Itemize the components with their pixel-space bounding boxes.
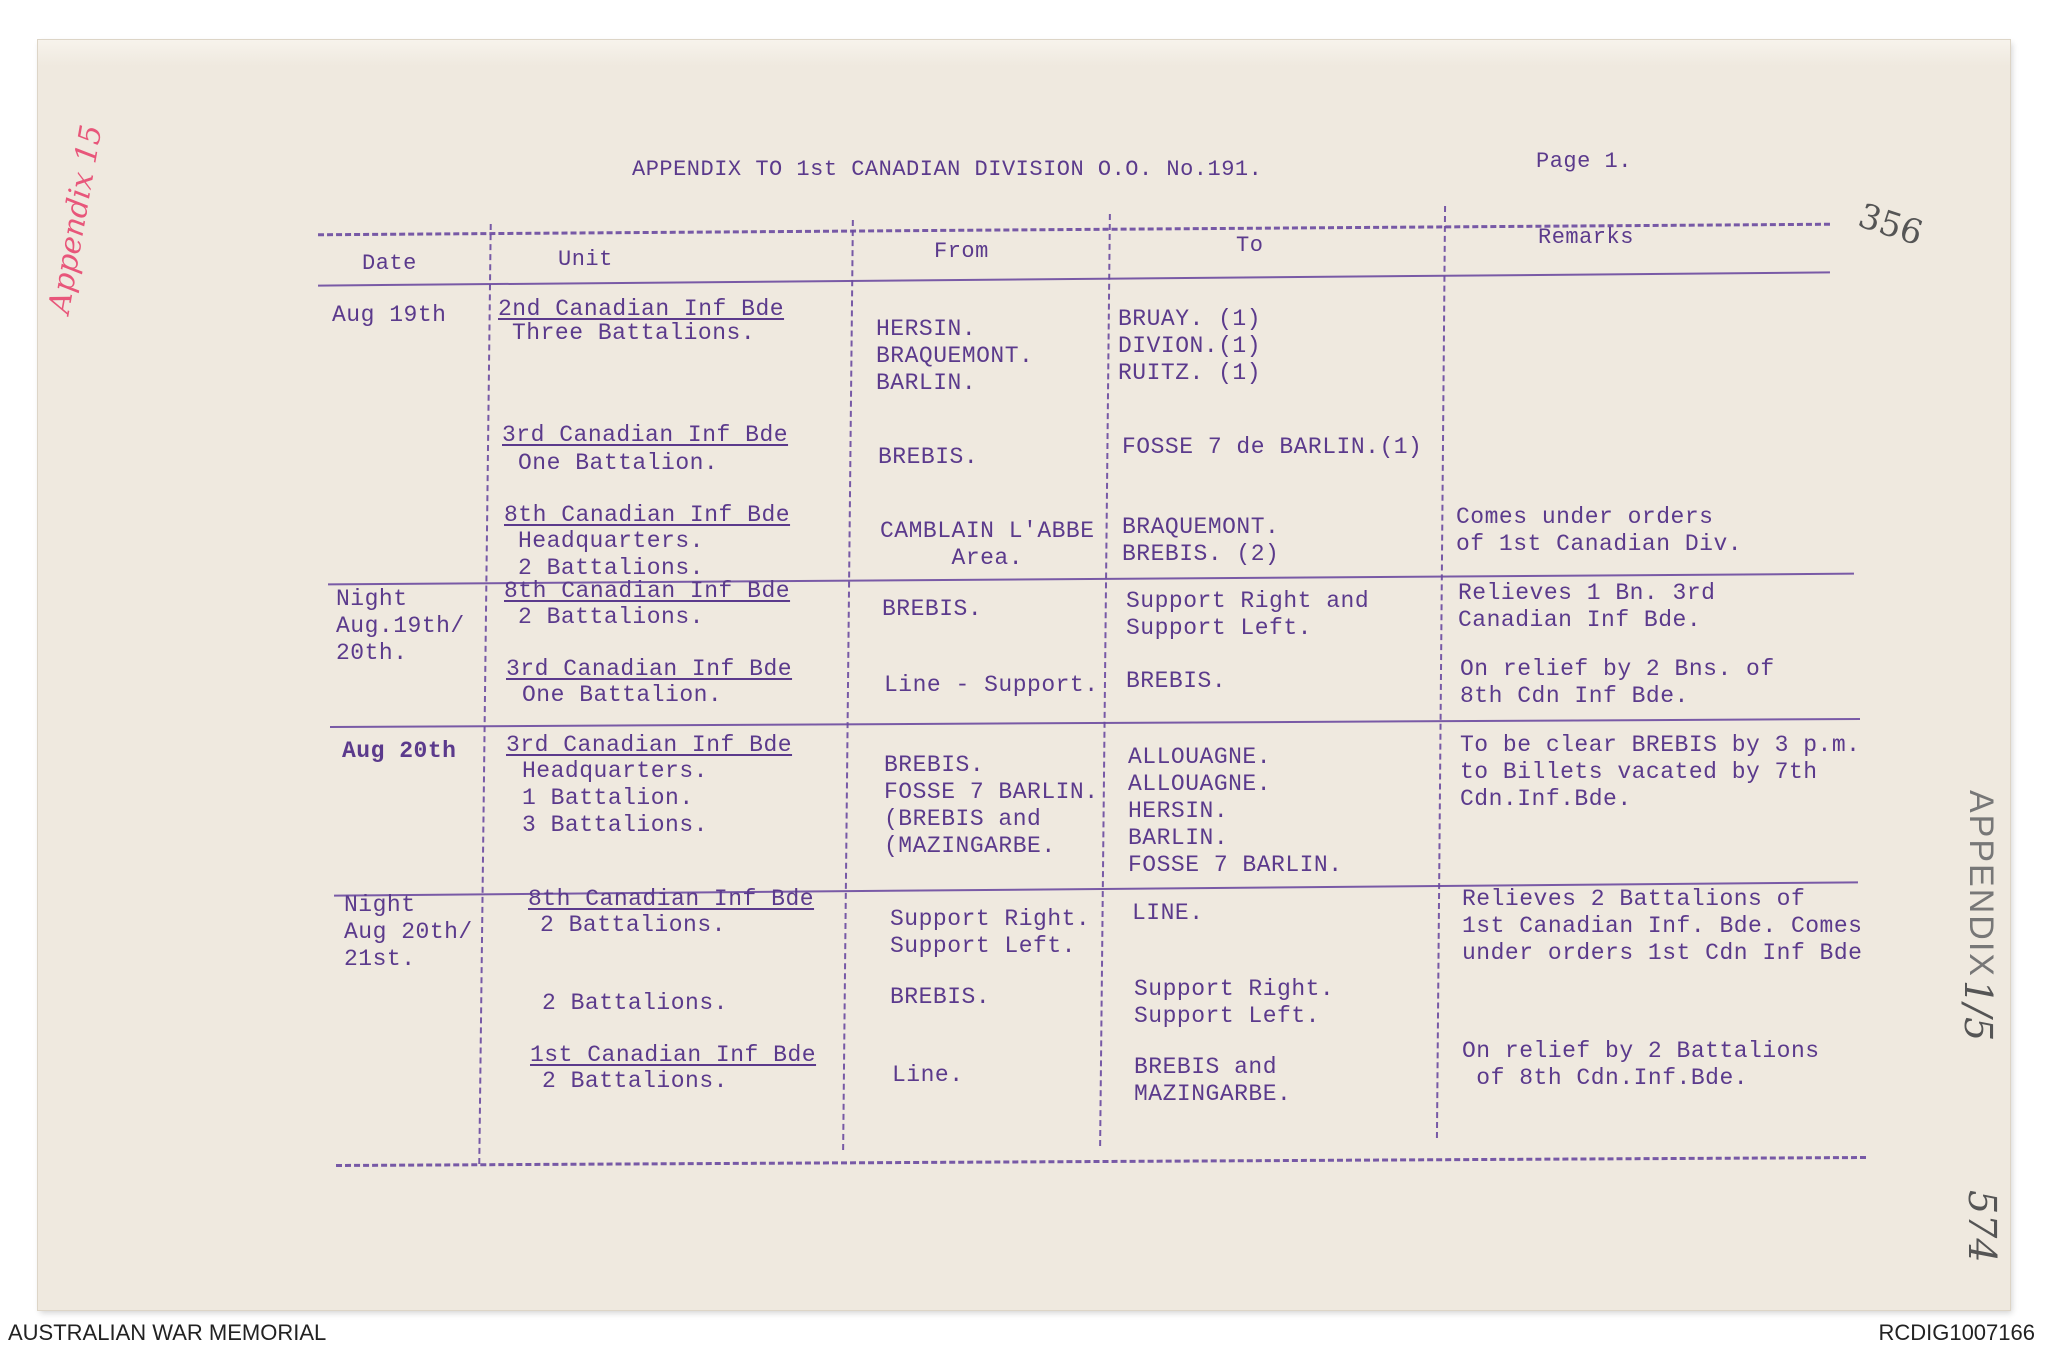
row4-unit3-title: 1st Canadian Inf Bde [530,1042,817,1068]
row4-to1: LINE. [1132,900,1204,926]
row4-from1: Support Right. Support Left. [890,906,1091,959]
page-number: Page 1. [1536,149,1632,174]
row4-remarks3: On relief by 2 Battalions of 8th Cdn.Inf.Bde. [1462,1038,1820,1091]
row1-to3: BRAQUEMONT. BREBIS. (2) [1122,514,1280,567]
header-from: From [934,239,989,264]
paper-top-edge [38,40,2010,66]
row3-date: Aug 20th [342,738,457,764]
row2-from1: BREBIS. [882,596,983,622]
row1-from3: CAMBLAIN L'ABBE Area. [880,518,1095,571]
margin-note: Appendix 15 [42,122,110,317]
header-remarks: Remarks [1538,225,1634,250]
row1-remarks3: Comes under orders of 1st Canadian Div. [1456,504,1743,557]
row2-unit2-title: 3rd Canadian Inf Bde [506,656,793,682]
row4-unit1-sub: 2 Battalions. [540,912,726,938]
row1-unit1-title: 2nd Canadian Inf Bde [498,296,785,322]
row1-unit1-sub: Three Battalions. [512,320,756,346]
stamp-number: 356 [1853,195,1928,255]
row2-to2: BREBIS. [1126,668,1227,694]
row1-to1: BRUAY. (1) DIVION.(1) RUITZ. (1) [1118,306,1262,386]
row2-unit1-title: 8th Canadian Inf Bde [504,578,791,604]
row1-unit2-title: 3rd Canadian Inf Bde [502,422,789,448]
row3-unit1-sub: Headquarters. 1 Battalion. 3 Battalions. [522,758,708,838]
row2-remarks1: Relieves 1 Bn. 3rd Canadian Inf Bde. [1458,580,1716,633]
row4-unit3-sub: 2 Battalions. [542,1068,728,1094]
row2-unit1-sub: 2 Battalions. [518,604,704,630]
folio-number: 574 [1960,1190,2004,1263]
document-title: APPENDIX TO 1st CANADIAN DIVISION O.O. No.191. [632,157,1263,182]
row2-to1: Support Right and Support Left. [1126,588,1370,641]
row1-from2: BREBIS. [878,444,979,470]
row1-to2: FOSSE 7 de BARLIN.(1) [1122,434,1423,460]
row4-remarks1: Relieves 2 Battalions of 1st Canadian Inf. Bde. Comes under orders 1st Cdn Inf Bde [1462,886,1863,966]
row4-unit2-sub: 2 Battalions. [542,990,728,1016]
side-stamp: APPENDIX [1962,790,2000,978]
footer-credit: AUSTRALIAN WAR MEMORIAL [8,1320,327,1345]
row4-to2: Support Right. Support Left. [1134,976,1335,1029]
header-date: Date [362,251,417,276]
side-note: 1/5 [1956,980,2000,1042]
row2-from2: Line - Support. [884,672,1099,698]
row1-unit3-title: 8th Canadian Inf Bde [504,502,791,528]
row3-remarks1: To be clear BREBIS by 3 p.m. to Billets vacated by 7th Cdn.Inf.Bde. [1460,732,1861,812]
row4-unit1-title: 8th Canadian Inf Bde [528,886,815,912]
row4-to3: BREBIS and MAZINGARBE. [1134,1054,1292,1107]
row1-date: Aug 19th [332,302,447,328]
row4-date: Night Aug 20th/ 21st. [344,892,473,972]
row3-to1: ALLOUAGNE. ALLOUAGNE. HERSIN. BARLIN. FOSSE 7 BARLIN. [1128,744,1343,878]
row3-from1: BREBIS. FOSSE 7 BARLIN. (BREBIS and (MAZINGARBE. [884,752,1099,859]
row4-from2: BREBIS. [890,984,991,1010]
row1-from1: HERSIN. BRAQUEMONT. BARLIN. [876,316,1034,396]
row4-from3: Line. [892,1062,964,1088]
row2-remarks2: On relief by 2 Bns. of 8th Cdn Inf Bde. [1460,656,1775,709]
header-unit: Unit [558,247,613,272]
row1-unit3-sub: Headquarters. 2 Battalions. [518,528,704,581]
row2-unit2-sub: One Battalion. [522,682,723,708]
footer-id: RCDIG1007166 [1878,1320,2035,1345]
row2-date: Night Aug.19th/ 20th. [336,586,465,666]
row1-unit2-sub: One Battalion. [518,450,719,476]
row3-unit1-title: 3rd Canadian Inf Bde [506,732,793,758]
header-to: To [1236,233,1264,258]
